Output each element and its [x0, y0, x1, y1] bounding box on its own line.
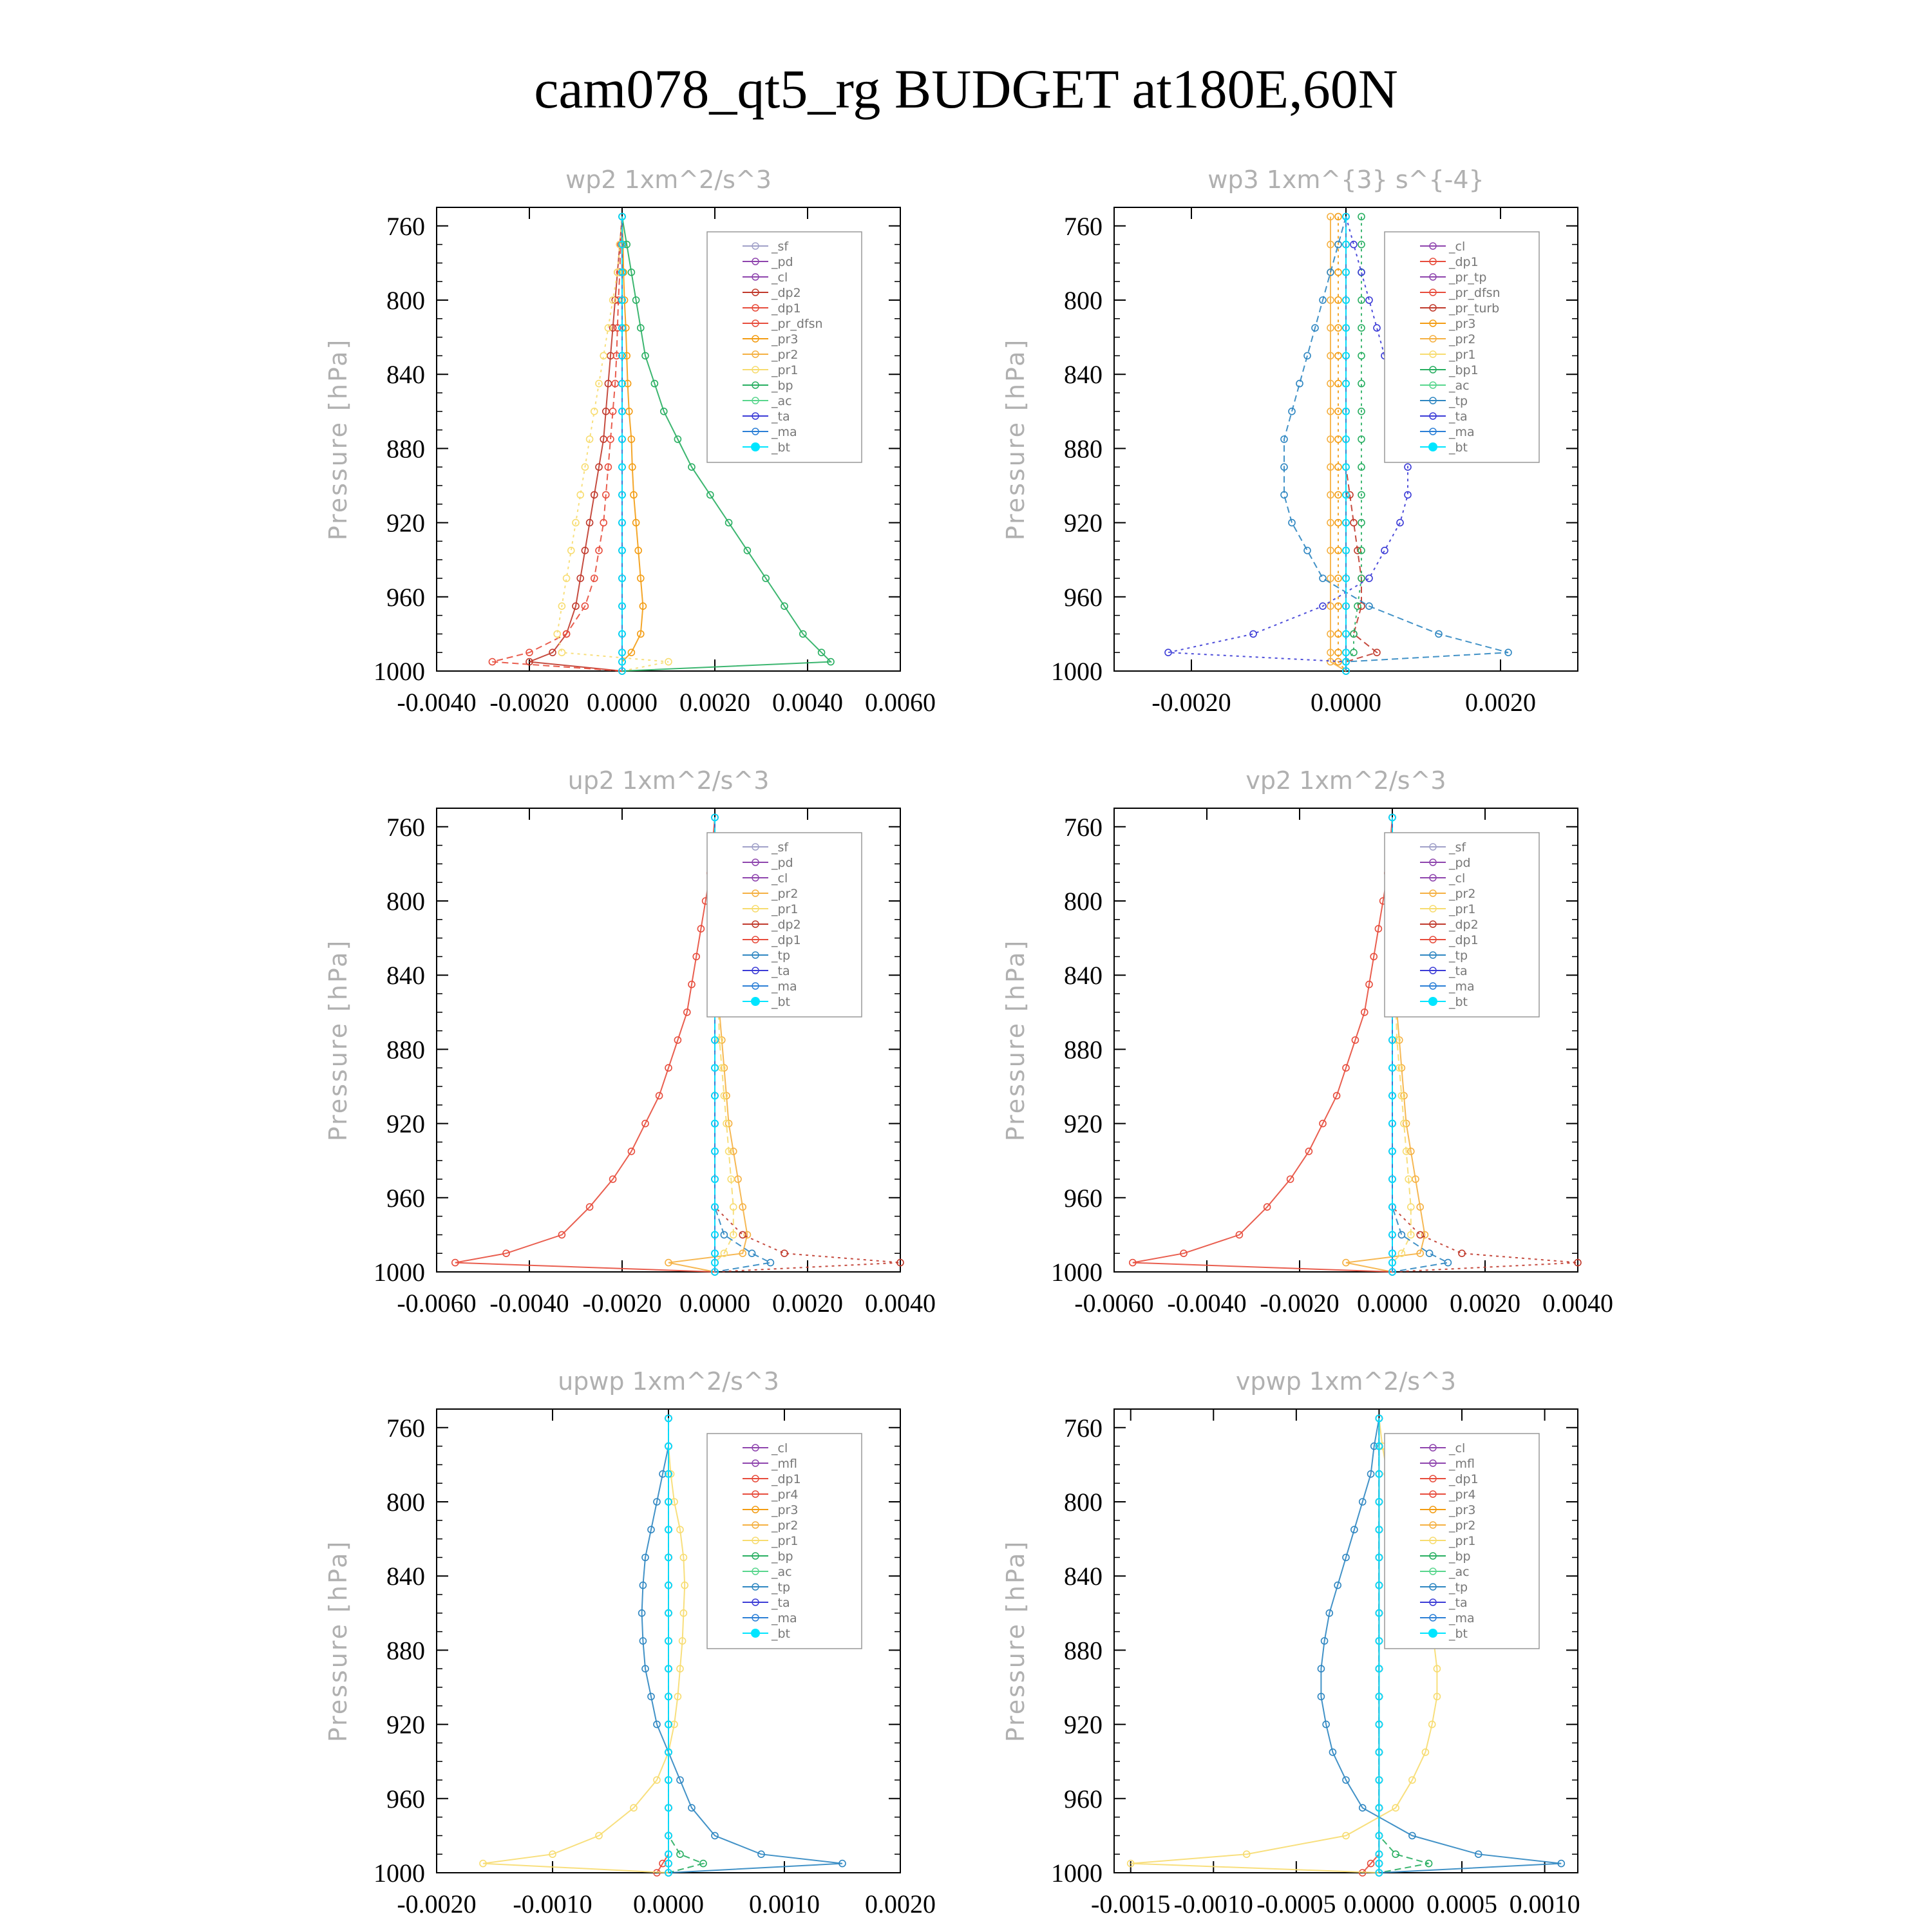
series-line-pr1 — [557, 216, 668, 671]
x-tick-label: 0.0040 — [1542, 1289, 1613, 1318]
legend-label: _pr2 — [772, 1519, 799, 1533]
legend-label: _pd — [772, 856, 793, 870]
y-tick-label: 1000 — [1051, 1859, 1103, 1888]
legend-label: _ma — [772, 425, 797, 439]
legend-label: _tp — [1449, 394, 1468, 408]
legend-label: _pr_tp — [1449, 270, 1487, 285]
y-tick-label: 1000 — [1051, 657, 1103, 686]
legend-label: _ta — [772, 964, 790, 978]
y-axis-label: Pressure [hPa] — [324, 337, 352, 541]
legend-label: _bt — [1449, 1627, 1468, 1641]
series-line-dp1 — [1133, 817, 1392, 1272]
y-tick-label: 920 — [386, 1710, 425, 1739]
legend-label: _pr2 — [1449, 887, 1476, 901]
data-point — [721, 1231, 727, 1238]
y-tick-label: 760 — [386, 812, 425, 842]
legend-label: _ta — [772, 410, 790, 424]
x-tick-label: 0.0000 — [1357, 1289, 1428, 1318]
legend-label: _bt — [1449, 440, 1468, 455]
legend-label: _ta — [1449, 964, 1468, 978]
legend-marker — [1428, 1629, 1437, 1638]
y-tick-label: 800 — [386, 887, 425, 916]
legend-marker — [1428, 997, 1437, 1006]
panel-title: vp2 1xm^2/s^3 — [1245, 766, 1446, 795]
legend — [707, 232, 862, 462]
y-tick-label: 840 — [1064, 961, 1103, 990]
data-point — [749, 1250, 755, 1256]
legend-label: _pr2 — [1449, 332, 1476, 346]
legend-label: _mfl — [772, 1457, 797, 1471]
legend-label: _pr3 — [772, 332, 799, 346]
data-point — [739, 1231, 746, 1238]
legend-label: _cl — [1449, 1441, 1466, 1455]
x-tick-label: -0.0040 — [397, 688, 477, 717]
x-tick-label: -0.0020 — [489, 688, 569, 717]
data-point — [1398, 1231, 1405, 1238]
series-line-pr3 — [622, 216, 643, 671]
y-tick-label: 920 — [1064, 1109, 1103, 1139]
legend-label: _dp1 — [772, 1472, 801, 1486]
legend-label: _ac — [1449, 1565, 1470, 1579]
legend-label: _pd — [1449, 856, 1471, 870]
legend-label: _bp — [772, 379, 793, 393]
legend-label: _pr1 — [772, 1534, 799, 1548]
legend-label: _pr1 — [1449, 348, 1476, 362]
legend-label: _dp2 — [772, 286, 801, 300]
legend-label: _pr2 — [1449, 1519, 1476, 1533]
legend-label: _dp1 — [1449, 933, 1479, 947]
y-tick-label: 960 — [386, 1183, 425, 1213]
y-tick-label: 1000 — [374, 657, 425, 686]
x-tick-label: -0.0040 — [489, 1289, 569, 1318]
legend-label: _tp — [772, 949, 791, 963]
legend-label: _pr_dfsn — [772, 317, 823, 331]
chart-panel-3 — [324, 766, 936, 1318]
x-tick-label: -0.0060 — [1074, 1289, 1154, 1318]
panel-title: wp3 1xm^{3} s^{-4} — [1208, 166, 1484, 194]
chart-panel-2 — [1001, 166, 1578, 717]
x-tick-label: -0.0060 — [397, 1289, 477, 1318]
legend-label: _ac — [1449, 379, 1470, 393]
legend-marker — [751, 1629, 760, 1638]
legend-label: _dp2 — [772, 918, 801, 932]
x-tick-label: 0.0000 — [1311, 688, 1381, 717]
legend-label: _pr1 — [772, 902, 799, 916]
legend-label: _pr_turb — [1449, 301, 1500, 316]
legend-label: _dp1 — [772, 301, 801, 316]
chart-panel-6 — [1001, 1367, 1580, 1918]
x-tick-label: 0.0020 — [1465, 688, 1536, 717]
x-tick-label: 0.0000 — [679, 1289, 750, 1318]
data-point — [1426, 1250, 1433, 1256]
y-tick-label: 800 — [1064, 1488, 1103, 1517]
y-axis-label: Pressure [hPa] — [1001, 1539, 1030, 1743]
y-tick-label: 800 — [1064, 286, 1103, 315]
panel-title: upwp 1xm^2/s^3 — [558, 1367, 779, 1396]
legend-label: _bt — [772, 1627, 791, 1641]
data-point — [1381, 547, 1388, 554]
y-tick-label: 760 — [386, 211, 425, 241]
legend-label: _sf — [1449, 840, 1466, 855]
legend-label: _cl — [772, 270, 788, 285]
legend-label: _dp1 — [1449, 1472, 1479, 1486]
x-tick-label: 0.0010 — [1509, 1889, 1580, 1918]
y-tick-label: 880 — [1064, 434, 1103, 464]
legend — [1385, 232, 1539, 462]
x-tick-label: -0.0010 — [513, 1889, 592, 1918]
y-tick-label: 920 — [386, 508, 425, 538]
legend-marker — [751, 997, 760, 1006]
legend-label: _ta — [1449, 1596, 1468, 1610]
legend-label: _ma — [1449, 425, 1475, 439]
y-tick-label: 840 — [1064, 1562, 1103, 1591]
y-tick-label: 1000 — [374, 1859, 425, 1888]
y-tick-label: 960 — [1064, 582, 1103, 612]
y-tick-label: 840 — [1064, 360, 1103, 390]
series-line-dp1 — [455, 817, 715, 1272]
legend-label: _tp — [1449, 1580, 1468, 1595]
x-tick-label: 0.0040 — [865, 1289, 936, 1318]
series-line-pr4 — [1363, 1418, 1379, 1873]
legend — [1385, 1434, 1539, 1649]
legend-label: _ta — [1449, 410, 1468, 424]
data-point — [1366, 575, 1372, 582]
data-point — [1397, 520, 1403, 526]
x-tick-label: 0.0010 — [749, 1889, 820, 1918]
y-tick-label: 1000 — [374, 1258, 425, 1287]
page-title: cam078_qt5_rg BUDGET at180E,60N — [534, 58, 1398, 120]
x-tick-label: -0.0040 — [1167, 1289, 1247, 1318]
legend-label: _cl — [1449, 240, 1466, 254]
y-tick-label: 920 — [386, 1109, 425, 1139]
data-point — [1350, 649, 1357, 656]
y-tick-label: 800 — [386, 1488, 425, 1517]
chart-panel-4 — [1001, 766, 1613, 1318]
y-tick-label: 920 — [1064, 1710, 1103, 1739]
legend-label: _pr_dfsn — [1449, 286, 1501, 300]
x-tick-label: -0.0010 — [1173, 1889, 1253, 1918]
legend-label: _ma — [772, 1611, 797, 1625]
y-tick-label: 840 — [386, 961, 425, 990]
x-tick-label: -0.0015 — [1091, 1889, 1171, 1918]
x-tick-label: 0.0000 — [1343, 1889, 1415, 1918]
legend-label: _pd — [772, 255, 793, 269]
y-tick-label: 880 — [1064, 1035, 1103, 1065]
x-tick-label: 0.0020 — [865, 1889, 936, 1918]
legend-label: _ma — [772, 980, 797, 994]
legend-label: _bt — [1449, 995, 1468, 1009]
series-line-pr1 — [483, 1418, 685, 1873]
x-tick-label: 0.0000 — [587, 688, 658, 717]
data-point — [1304, 547, 1311, 554]
legend-label: _sf — [772, 240, 789, 254]
y-tick-label: 840 — [386, 1562, 425, 1591]
chart-panel-1 — [324, 166, 936, 717]
legend-label: _pr1 — [1449, 1534, 1476, 1548]
y-tick-label: 760 — [1064, 211, 1103, 241]
y-axis-label: Pressure [hPa] — [1001, 938, 1030, 1142]
legend-label: _bt — [772, 440, 791, 455]
y-tick-label: 960 — [1064, 1784, 1103, 1814]
legend-label: _cl — [1449, 871, 1466, 886]
legend-label: _dp2 — [1449, 918, 1479, 932]
x-tick-label: 0.0000 — [633, 1889, 704, 1918]
legend-label: _mfl — [1449, 1457, 1475, 1471]
y-tick-label: 840 — [386, 360, 425, 390]
legend — [1385, 833, 1539, 1017]
x-tick-label: -0.0005 — [1256, 1889, 1336, 1918]
x-tick-label: 0.0020 — [772, 1289, 843, 1318]
legend-label: _pr3 — [1449, 1503, 1476, 1517]
y-tick-label: 800 — [386, 286, 425, 315]
y-tick-label: 760 — [1064, 1413, 1103, 1443]
y-tick-label: 880 — [386, 1636, 425, 1665]
y-tick-label: 800 — [1064, 887, 1103, 916]
legend-label: _pr2 — [772, 887, 799, 901]
legend-label: _bp — [1449, 1549, 1471, 1564]
legend-label: _pr3 — [772, 1503, 799, 1517]
legend-label: _dp1 — [772, 933, 801, 947]
legend-label: _ma — [1449, 1611, 1475, 1625]
x-tick-label: -0.0020 — [582, 1289, 662, 1318]
legend-label: _ma — [1449, 980, 1475, 994]
y-axis-label: Pressure [hPa] — [324, 1539, 352, 1743]
legend-label: _pr2 — [772, 348, 799, 362]
legend-marker — [751, 442, 760, 451]
legend-label: _pr1 — [772, 363, 799, 377]
series-line-ta — [1168, 216, 1408, 671]
chart-panel-5 — [324, 1367, 936, 1918]
y-tick-label: 880 — [386, 434, 425, 464]
y-axis-label: Pressure [hPa] — [1001, 337, 1030, 541]
panel-title: vpwp 1xm^2/s^3 — [1235, 1367, 1457, 1396]
x-tick-label: 0.0060 — [865, 688, 936, 717]
legend-label: _cl — [772, 1441, 788, 1455]
legend-label: _ac — [772, 394, 792, 408]
y-tick-label: 960 — [386, 582, 425, 612]
legend-label: _bp — [772, 1549, 793, 1564]
x-tick-label: 0.0020 — [1450, 1289, 1520, 1318]
series-line-bp — [668, 1418, 703, 1873]
y-axis-label: Pressure [hPa] — [324, 938, 352, 1142]
x-tick-label: -0.0020 — [397, 1889, 477, 1918]
legend-label: _ac — [772, 1565, 792, 1579]
legend-label: _dp1 — [1449, 255, 1479, 269]
y-tick-label: 760 — [1064, 812, 1103, 842]
x-tick-label: 0.0005 — [1426, 1889, 1497, 1918]
x-tick-label: -0.0020 — [1151, 688, 1231, 717]
panel-title: up2 1xm^2/s^3 — [567, 766, 770, 795]
legend-label: _bp1 — [1449, 363, 1479, 377]
legend-label: _pr1 — [1449, 902, 1476, 916]
legend — [707, 1434, 862, 1649]
y-tick-label: 880 — [1064, 1636, 1103, 1665]
legend-marker — [1428, 442, 1437, 451]
y-tick-label: 920 — [1064, 508, 1103, 538]
y-tick-label: 760 — [386, 1413, 425, 1443]
legend-label: _pr4 — [772, 1488, 799, 1502]
legend-label: _cl — [772, 871, 788, 886]
y-tick-label: 1000 — [1051, 1258, 1103, 1287]
legend-label: _pr3 — [1449, 317, 1476, 331]
legend-label: _sf — [772, 840, 789, 855]
legend-label: _ta — [772, 1596, 790, 1610]
x-tick-label: -0.0020 — [1260, 1289, 1340, 1318]
panel-title: wp2 1xm^2/s^3 — [565, 166, 772, 194]
x-tick-label: 0.0040 — [772, 688, 843, 717]
legend-label: _pr4 — [1449, 1488, 1476, 1502]
legend-label: _tp — [772, 1580, 791, 1595]
y-tick-label: 960 — [1064, 1183, 1103, 1213]
legend-label: _tp — [1449, 949, 1468, 963]
legend — [707, 833, 862, 1017]
data-point — [1320, 575, 1326, 582]
x-tick-label: 0.0020 — [679, 688, 750, 717]
y-tick-label: 880 — [386, 1035, 425, 1065]
legend-label: _bt — [772, 995, 791, 1009]
y-tick-label: 960 — [386, 1784, 425, 1814]
data-point — [1417, 1231, 1423, 1238]
